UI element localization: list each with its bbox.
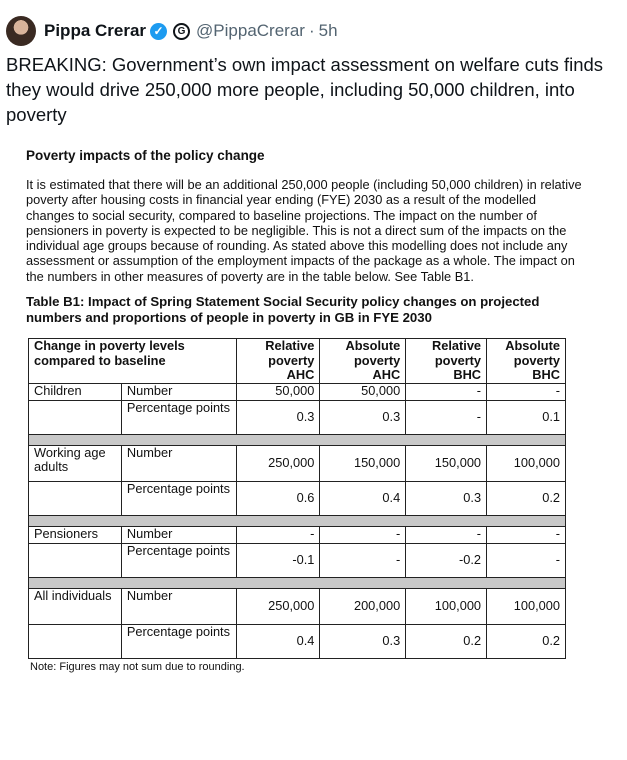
table-cell: 0.3 bbox=[320, 400, 406, 434]
metric-label: Percentage points bbox=[121, 624, 236, 658]
metric-label: Number bbox=[121, 588, 236, 624]
table-cell: - bbox=[406, 526, 487, 543]
document-heading: Poverty impacts of the policy change bbox=[26, 148, 265, 163]
group-label: Working age adults bbox=[29, 445, 122, 481]
group-separator bbox=[29, 434, 566, 445]
table-cell: 0.2 bbox=[487, 481, 566, 515]
post-text: BREAKING: Government’s own impact assessment on welfare cuts finds they would drive 250,000 more people, including 50,000 children, into poverty bbox=[6, 54, 604, 125]
table-cell: 200,000 bbox=[320, 588, 406, 624]
table-caption: Table B1: Impact of Spring Statement Social Security policy changes on projected numbers and proportions of people in poverty in GB in FYE 2030 bbox=[26, 294, 540, 326]
column-header: Relative poverty BHC bbox=[406, 339, 487, 384]
table-cell: 100,000 bbox=[487, 445, 566, 481]
verified-badge-icon: ✓ bbox=[150, 23, 167, 40]
table-cell: 0.6 bbox=[236, 481, 320, 515]
table-row bbox=[29, 588, 566, 624]
table-cell: - bbox=[236, 526, 320, 543]
table-header-row bbox=[29, 339, 566, 384]
table-cell: - bbox=[487, 526, 566, 543]
avatar[interactable] bbox=[6, 16, 36, 46]
table-row bbox=[29, 400, 566, 434]
table-cell: 50,000 bbox=[320, 383, 406, 400]
author-handle[interactable]: @PippaCrerar bbox=[196, 21, 305, 40]
table-cell: - bbox=[406, 383, 487, 400]
group-label-empty bbox=[29, 543, 122, 577]
post-timestamp[interactable]: 5h bbox=[318, 21, 338, 40]
table-cell: - bbox=[487, 543, 566, 577]
table-cell: 0.3 bbox=[320, 624, 406, 658]
poverty-impact-table bbox=[28, 338, 566, 659]
table-cell: 250,000 bbox=[236, 588, 320, 624]
attached-document-image[interactable] bbox=[26, 148, 586, 673]
table-row bbox=[29, 481, 566, 515]
table-cell: -0.1 bbox=[236, 543, 320, 577]
document-paragraph: It is estimated that there will be an additional 250,000 people (including 50,000 children) in relative poverty after housing costs in financial year ending (FYE) 2030 as a result of the modelled changes to social security, compared to baseline projections. The impact on the number of pensioners in poverty is expected to be negligible. This is not a direct sum of the impacts on the individual age groups because of rounding. As stated above this modelling does not include any assessment or assumption of the employment impacts of the package as a whole. The impact on the numbers in other measures of poverty are in the table below. See Table B1. bbox=[26, 177, 582, 284]
table-cell: 0.2 bbox=[487, 624, 566, 658]
metric-label: Percentage points bbox=[121, 543, 236, 577]
table-row bbox=[29, 383, 566, 400]
table-row bbox=[29, 624, 566, 658]
separator-dot: · bbox=[308, 21, 315, 40]
table-cell: 150,000 bbox=[406, 445, 487, 481]
corner-header: Change in poverty levels compared to baseline bbox=[29, 339, 237, 384]
table-cell: 0.4 bbox=[236, 624, 320, 658]
table-cell: 0.4 bbox=[320, 481, 406, 515]
table-row bbox=[29, 526, 566, 543]
column-header: Absolute poverty AHC bbox=[320, 339, 406, 384]
group-label: All individuals bbox=[29, 588, 122, 624]
column-header: Relative poverty AHC bbox=[236, 339, 320, 384]
table-cell: 0.3 bbox=[236, 400, 320, 434]
table-row bbox=[29, 543, 566, 577]
table-cell: 0.1 bbox=[487, 400, 566, 434]
table-cell: 0.3 bbox=[406, 481, 487, 515]
metric-label: Number bbox=[121, 383, 236, 400]
organization-badge-icon[interactable]: G bbox=[173, 23, 190, 40]
table-cell: 250,000 bbox=[236, 445, 320, 481]
group-separator bbox=[29, 577, 566, 588]
column-header: Absolute poverty BHC bbox=[487, 339, 566, 384]
table-note: Note: Figures may not sum due to rounding. bbox=[30, 660, 245, 673]
table-cell: - bbox=[406, 400, 487, 434]
metric-label: Number bbox=[121, 526, 236, 543]
table-cell: 0.2 bbox=[406, 624, 487, 658]
table-cell: 50,000 bbox=[236, 383, 320, 400]
author-name[interactable]: Pippa Crerar bbox=[44, 21, 147, 40]
table-cell: - bbox=[320, 526, 406, 543]
table-row bbox=[29, 445, 566, 481]
table-cell: 100,000 bbox=[406, 588, 487, 624]
metric-label: Percentage points bbox=[121, 400, 236, 434]
table-cell: 100,000 bbox=[487, 588, 566, 624]
table-cell: 150,000 bbox=[320, 445, 406, 481]
table-cell: -0.2 bbox=[406, 543, 487, 577]
group-label-empty bbox=[29, 624, 122, 658]
metric-label: Percentage points bbox=[121, 481, 236, 515]
group-label: Pensioners bbox=[29, 526, 122, 543]
table-cell: - bbox=[320, 543, 406, 577]
group-label-empty bbox=[29, 481, 122, 515]
group-separator bbox=[29, 515, 566, 526]
post-header bbox=[6, 14, 338, 48]
metric-label: Number bbox=[121, 445, 236, 481]
group-label-empty bbox=[29, 400, 122, 434]
group-label: Children bbox=[29, 383, 122, 400]
table-cell: - bbox=[487, 383, 566, 400]
